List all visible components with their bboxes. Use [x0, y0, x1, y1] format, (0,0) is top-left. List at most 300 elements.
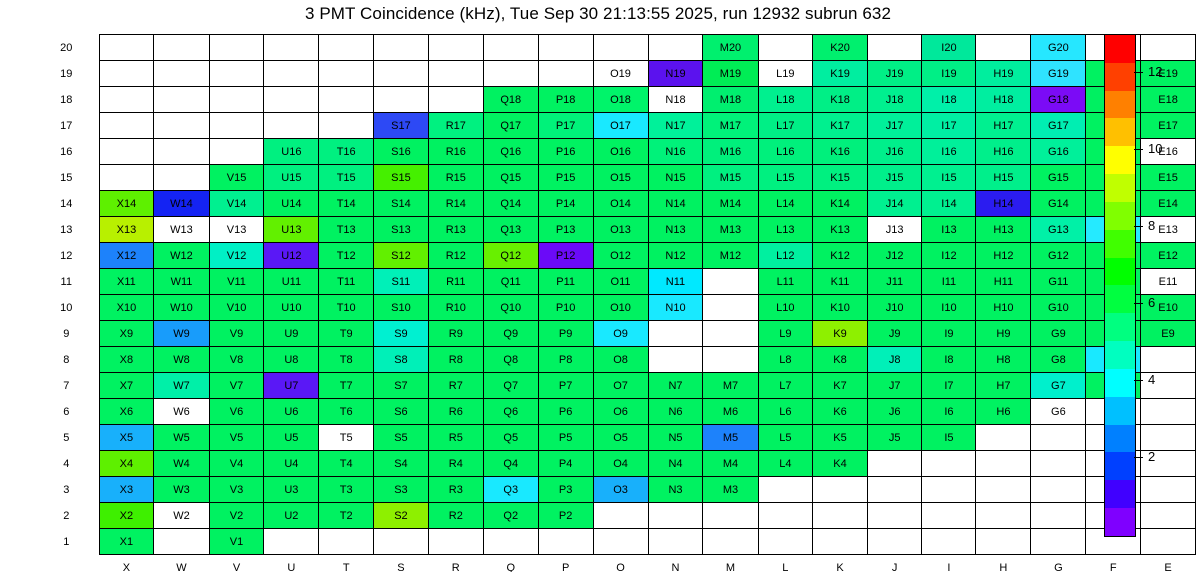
heatmap-cell[interactable]: N18	[648, 87, 703, 113]
heatmap-cell[interactable]: R8	[428, 347, 483, 373]
heatmap-cell[interactable]: S5	[374, 425, 429, 451]
heatmap-cell[interactable]: O11	[593, 269, 648, 295]
heatmap-cell[interactable]: K13	[813, 217, 868, 243]
heatmap-cell[interactable]: E13	[1141, 217, 1196, 243]
heatmap-cell[interactable]: L14	[758, 191, 813, 217]
heatmap-cell[interactable]: I20	[922, 35, 976, 61]
heatmap-cell[interactable]: M4	[703, 451, 758, 477]
heatmap-cell[interactable]: Q10	[483, 295, 538, 321]
heatmap-cell[interactable]: N3	[648, 477, 703, 503]
heatmap-cell[interactable]: J10	[867, 295, 921, 321]
heatmap-cell[interactable]: I7	[922, 373, 976, 399]
heatmap-cell[interactable]: U8	[264, 347, 319, 373]
heatmap-cell[interactable]: L12	[758, 243, 813, 269]
heatmap-cell[interactable]: H12	[976, 243, 1031, 269]
heatmap-cell[interactable]: O16	[593, 139, 648, 165]
heatmap-cell[interactable]: T8	[319, 347, 374, 373]
heatmap-cell[interactable]: M20	[703, 35, 758, 61]
heatmap-cell[interactable]: H7	[976, 373, 1031, 399]
heatmap-cell[interactable]: W10	[154, 295, 209, 321]
heatmap-cell[interactable]: P4	[538, 451, 593, 477]
heatmap-cell[interactable]: L17	[758, 113, 813, 139]
heatmap-cell[interactable]: O13	[593, 217, 648, 243]
heatmap-cell[interactable]: T16	[319, 139, 374, 165]
heatmap-cell[interactable]: R6	[428, 399, 483, 425]
heatmap-cell[interactable]: H16	[976, 139, 1031, 165]
heatmap-cell[interactable]: Q9	[483, 321, 538, 347]
heatmap-cell[interactable]: N13	[648, 217, 703, 243]
heatmap-cell[interactable]: U14	[264, 191, 319, 217]
heatmap-cell[interactable]: U5	[264, 425, 319, 451]
heatmap-cell[interactable]: L18	[758, 87, 813, 113]
heatmap-cell[interactable]: X11	[99, 269, 154, 295]
heatmap-cell[interactable]: J9	[867, 321, 921, 347]
heatmap-cell[interactable]: X4	[99, 451, 154, 477]
heatmap-cell[interactable]: K7	[813, 373, 868, 399]
heatmap-cell[interactable]: G15	[1031, 165, 1086, 191]
heatmap-cell[interactable]: X9	[99, 321, 154, 347]
heatmap-cell[interactable]: O4	[593, 451, 648, 477]
heatmap-cell[interactable]: K11	[813, 269, 868, 295]
heatmap-cell[interactable]: M6	[703, 399, 758, 425]
heatmap-cell[interactable]: V4	[209, 451, 264, 477]
heatmap-cell[interactable]: Q15	[483, 165, 538, 191]
heatmap-cell[interactable]: W11	[154, 269, 209, 295]
heatmap-cell[interactable]: R2	[428, 503, 483, 529]
heatmap-cell[interactable]: W9	[154, 321, 209, 347]
heatmap-cell[interactable]: K9	[813, 321, 868, 347]
heatmap-cell[interactable]: H19	[976, 61, 1031, 87]
heatmap-cell[interactable]: I14	[922, 191, 976, 217]
heatmap-cell[interactable]: H18	[976, 87, 1031, 113]
heatmap-cell[interactable]: L16	[758, 139, 813, 165]
heatmap-cell[interactable]: P2	[538, 503, 593, 529]
heatmap-cell[interactable]: H9	[976, 321, 1031, 347]
heatmap-cell[interactable]: H6	[976, 399, 1031, 425]
heatmap-cell[interactable]: M14	[703, 191, 758, 217]
heatmap-cell[interactable]: R9	[428, 321, 483, 347]
heatmap-cell[interactable]: N5	[648, 425, 703, 451]
heatmap-cell[interactable]: S8	[374, 347, 429, 373]
heatmap-cell[interactable]: E19	[1141, 61, 1196, 87]
heatmap-cell[interactable]: L11	[758, 269, 813, 295]
heatmap-cell[interactable]: P14	[538, 191, 593, 217]
heatmap-row	[40, 347, 1196, 373]
heatmap-cell[interactable]: U3	[264, 477, 319, 503]
heatmap-cell[interactable]: T13	[319, 217, 374, 243]
heatmap-cell[interactable]: G17	[1031, 113, 1086, 139]
heatmap-cell[interactable]: Q18	[483, 87, 538, 113]
heatmap-cell[interactable]: W5	[154, 425, 209, 451]
heatmap-cell[interactable]: R11	[428, 269, 483, 295]
heatmap-cell[interactable]: U4	[264, 451, 319, 477]
heatmap-cell[interactable]: L10	[758, 295, 813, 321]
heatmap-cell[interactable]: K4	[813, 451, 868, 477]
heatmap-cell[interactable]: R3	[428, 477, 483, 503]
heatmap-cell[interactable]: Q8	[483, 347, 538, 373]
heatmap-cell[interactable]: I15	[922, 165, 976, 191]
heatmap-cell[interactable]: R14	[428, 191, 483, 217]
heatmap-cell[interactable]: I16	[922, 139, 976, 165]
heatmap-cell[interactable]: Q17	[483, 113, 538, 139]
heatmap-cell[interactable]: G8	[1031, 347, 1086, 373]
heatmap-cell[interactable]: M7	[703, 373, 758, 399]
heatmap-cell[interactable]: Q12	[483, 243, 538, 269]
heatmap-cell[interactable]: S3	[374, 477, 429, 503]
heatmap-cell-empty	[758, 35, 813, 61]
heatmap-cell[interactable]: K17	[813, 113, 868, 139]
heatmap-cell[interactable]: P13	[538, 217, 593, 243]
heatmap-cell[interactable]: R5	[428, 425, 483, 451]
heatmap-cell[interactable]: Q6	[483, 399, 538, 425]
heatmap-cell[interactable]: K16	[813, 139, 868, 165]
heatmap-cell[interactable]: S11	[374, 269, 429, 295]
heatmap-cell[interactable]: V5	[209, 425, 264, 451]
heatmap-cell[interactable]: X2	[99, 503, 154, 529]
heatmap-cell[interactable]: N6	[648, 399, 703, 425]
heatmap-cell[interactable]: R17	[428, 113, 483, 139]
heatmap-cell[interactable]: R15	[428, 165, 483, 191]
heatmap-cell[interactable]: S10	[374, 295, 429, 321]
heatmap-cell[interactable]: S17	[374, 113, 429, 139]
heatmap-cell[interactable]: V2	[209, 503, 264, 529]
heatmap-cell[interactable]: I19	[922, 61, 976, 87]
heatmap-cell[interactable]: T5	[319, 425, 374, 451]
heatmap-cell[interactable]: P3	[538, 477, 593, 503]
heatmap-cell[interactable]: U9	[264, 321, 319, 347]
heatmap-cell[interactable]: U12	[264, 243, 319, 269]
heatmap-cell[interactable]: K8	[813, 347, 868, 373]
heatmap-cell[interactable]: J16	[867, 139, 921, 165]
heatmap-cell[interactable]: U16	[264, 139, 319, 165]
heatmap-cell[interactable]: L9	[758, 321, 813, 347]
heatmap-cell[interactable]: V9	[209, 321, 264, 347]
heatmap-cell[interactable]: P5	[538, 425, 593, 451]
heatmap-cell[interactable]: O6	[593, 399, 648, 425]
heatmap-cell[interactable]: L15	[758, 165, 813, 191]
heatmap-cell[interactable]: I18	[922, 87, 976, 113]
heatmap-cell[interactable]: Q16	[483, 139, 538, 165]
heatmap-cell[interactable]: M12	[703, 243, 758, 269]
heatmap-cell[interactable]: K6	[813, 399, 868, 425]
heatmap-cell[interactable]: X5	[99, 425, 154, 451]
heatmap-cell[interactable]: Q2	[483, 503, 538, 529]
heatmap-cell[interactable]: K10	[813, 295, 868, 321]
heatmap-cell[interactable]: J14	[867, 191, 921, 217]
heatmap-cell[interactable]: O15	[593, 165, 648, 191]
heatmap-cell[interactable]: X1	[99, 529, 154, 555]
colorbar-segment	[1105, 452, 1135, 480]
heatmap-cell[interactable]: L7	[758, 373, 813, 399]
heatmap-cell[interactable]: Q13	[483, 217, 538, 243]
heatmap-cell[interactable]: S6	[374, 399, 429, 425]
heatmap-cell[interactable]: X8	[99, 347, 154, 373]
heatmap-cell[interactable]: N10	[648, 295, 703, 321]
heatmap-cell[interactable]: P6	[538, 399, 593, 425]
heatmap-cell[interactable]: T14	[319, 191, 374, 217]
heatmap-cell[interactable]: L19	[758, 61, 813, 87]
heatmap-cell[interactable]: R4	[428, 451, 483, 477]
heatmap-cell[interactable]: N14	[648, 191, 703, 217]
heatmap-cell[interactable]: O7	[593, 373, 648, 399]
heatmap-cell[interactable]: N15	[648, 165, 703, 191]
heatmap-cell[interactable]: V11	[209, 269, 264, 295]
heatmap-cell[interactable]: I9	[922, 321, 976, 347]
heatmap-cell[interactable]: S9	[374, 321, 429, 347]
heatmap-cell[interactable]: M19	[703, 61, 758, 87]
heatmap-cell[interactable]: G13	[1031, 217, 1086, 243]
heatmap-cell[interactable]: L8	[758, 347, 813, 373]
heatmap-cell[interactable]: O9	[593, 321, 648, 347]
heatmap-cell[interactable]: O19	[593, 61, 648, 87]
heatmap-cell[interactable]: H11	[976, 269, 1031, 295]
heatmap-cell[interactable]: G18	[1031, 87, 1086, 113]
heatmap-cell[interactable]: O17	[593, 113, 648, 139]
heatmap-cell[interactable]: I8	[922, 347, 976, 373]
heatmap-cell[interactable]: L13	[758, 217, 813, 243]
heatmap-cell[interactable]: T7	[319, 373, 374, 399]
heatmap-cell[interactable]: P18	[538, 87, 593, 113]
heatmap-cell[interactable]: O8	[593, 347, 648, 373]
heatmap-cell[interactable]: K18	[813, 87, 868, 113]
heatmap-cell[interactable]: J5	[867, 425, 921, 451]
heatmap-cell[interactable]: W12	[154, 243, 209, 269]
heatmap-cell[interactable]: T12	[319, 243, 374, 269]
heatmap-cell[interactable]: V6	[209, 399, 264, 425]
heatmap-cell[interactable]: U7	[264, 373, 319, 399]
heatmap-cell[interactable]: X7	[99, 373, 154, 399]
heatmap-cell[interactable]: J19	[867, 61, 921, 87]
heatmap-cell[interactable]: P8	[538, 347, 593, 373]
heatmap-cell[interactable]: T10	[319, 295, 374, 321]
heatmap-cell[interactable]: J8	[867, 347, 921, 373]
heatmap-cell-empty	[648, 347, 703, 373]
heatmap-cell[interactable]: Q5	[483, 425, 538, 451]
heatmap-cell[interactable]: O12	[593, 243, 648, 269]
heatmap-cell[interactable]: V14	[209, 191, 264, 217]
heatmap-cell[interactable]: T11	[319, 269, 374, 295]
heatmap-cell[interactable]: E15	[1141, 165, 1196, 191]
heatmap-cell[interactable]: S15	[374, 165, 429, 191]
heatmap-cell[interactable]: V7	[209, 373, 264, 399]
heatmap-cell[interactable]: J13	[867, 217, 921, 243]
heatmap-cell[interactable]: X14	[99, 191, 154, 217]
heatmap-cell[interactable]: V3	[209, 477, 264, 503]
heatmap-cell[interactable]: Q14	[483, 191, 538, 217]
heatmap-cell[interactable]: I5	[922, 425, 976, 451]
heatmap-cell[interactable]: I6	[922, 399, 976, 425]
heatmap-cell[interactable]: X3	[99, 477, 154, 503]
heatmap-cell[interactable]: W3	[154, 477, 209, 503]
heatmap-cell[interactable]: O14	[593, 191, 648, 217]
heatmap-cell[interactable]: M13	[703, 217, 758, 243]
heatmap-cell[interactable]: N11	[648, 269, 703, 295]
heatmap-cell[interactable]: R12	[428, 243, 483, 269]
heatmap-cell[interactable]: M3	[703, 477, 758, 503]
heatmap-cell[interactable]: G16	[1031, 139, 1086, 165]
heatmap-cell[interactable]: P16	[538, 139, 593, 165]
heatmap-cell[interactable]: Q4	[483, 451, 538, 477]
heatmap-cell[interactable]: E12	[1141, 243, 1196, 269]
heatmap-cell[interactable]: J11	[867, 269, 921, 295]
heatmap-cell[interactable]: J18	[867, 87, 921, 113]
heatmap-cell[interactable]: L5	[758, 425, 813, 451]
heatmap-cell[interactable]: G9	[1031, 321, 1086, 347]
heatmap-cell[interactable]: P7	[538, 373, 593, 399]
heatmap-cell[interactable]: O10	[593, 295, 648, 321]
heatmap-cell[interactable]: J12	[867, 243, 921, 269]
heatmap-cell[interactable]: O18	[593, 87, 648, 113]
heatmap-cell[interactable]: G7	[1031, 373, 1086, 399]
heatmap-cell[interactable]: N7	[648, 373, 703, 399]
heatmap-cell-empty	[319, 113, 374, 139]
row-label: 9	[63, 327, 70, 340]
heatmap-cell[interactable]: I11	[922, 269, 976, 295]
heatmap-cell[interactable]: N4	[648, 451, 703, 477]
heatmap-cell[interactable]: G10	[1031, 295, 1086, 321]
heatmap-cell[interactable]: S13	[374, 217, 429, 243]
corner-spacer	[40, 555, 99, 572]
colorbar-segment	[1105, 397, 1135, 425]
heatmap-cell[interactable]: X10	[99, 295, 154, 321]
heatmap-cell[interactable]: Q11	[483, 269, 538, 295]
heatmap-cell[interactable]: T3	[319, 477, 374, 503]
heatmap-cell[interactable]: P17	[538, 113, 593, 139]
heatmap-cell[interactable]: E16	[1141, 139, 1196, 165]
heatmap-cell[interactable]: G14	[1031, 191, 1086, 217]
heatmap-cell[interactable]: I17	[922, 113, 976, 139]
heatmap-cell[interactable]: W2	[154, 503, 209, 529]
heatmap-cell[interactable]: R10	[428, 295, 483, 321]
heatmap-cell[interactable]: U6	[264, 399, 319, 425]
heatmap-cell[interactable]: G12	[1031, 243, 1086, 269]
heatmap-cell[interactable]: E10	[1141, 295, 1196, 321]
heatmap-cell[interactable]: K20	[813, 35, 868, 61]
heatmap-cell[interactable]: P15	[538, 165, 593, 191]
heatmap-cell[interactable]: G20	[1031, 35, 1086, 61]
heatmap-cell[interactable]: K19	[813, 61, 868, 87]
heatmap-cell[interactable]: E14	[1141, 191, 1196, 217]
heatmap-cell[interactable]: I13	[922, 217, 976, 243]
heatmap-cell[interactable]: V10	[209, 295, 264, 321]
heatmap-cell[interactable]: S2	[374, 503, 429, 529]
heatmap-cell[interactable]: I12	[922, 243, 976, 269]
heatmap-cell[interactable]: O5	[593, 425, 648, 451]
heatmap-cell[interactable]: W14	[154, 191, 209, 217]
heatmap-cell[interactable]: R13	[428, 217, 483, 243]
row-label: 12	[60, 249, 73, 262]
heatmap-cell[interactable]: E17	[1141, 113, 1196, 139]
heatmap-cell[interactable]: M18	[703, 87, 758, 113]
heatmap-cell[interactable]: H13	[976, 217, 1031, 243]
heatmap-cell[interactable]: T4	[319, 451, 374, 477]
column-label: I	[947, 561, 951, 572]
heatmap-cell[interactable]: P9	[538, 321, 593, 347]
heatmap-cell[interactable]: U10	[264, 295, 319, 321]
heatmap-cell[interactable]: W4	[154, 451, 209, 477]
heatmap-cell[interactable]: W13	[154, 217, 209, 243]
heatmap-cell[interactable]: N16	[648, 139, 703, 165]
heatmap-cell[interactable]: E9	[1141, 321, 1196, 347]
heatmap-cell[interactable]: P11	[538, 269, 593, 295]
heatmap-cell[interactable]: E11	[1141, 269, 1196, 295]
heatmap-cell[interactable]: T9	[319, 321, 374, 347]
heatmap-cell[interactable]: V13	[209, 217, 264, 243]
heatmap-cell[interactable]: Q7	[483, 373, 538, 399]
heatmap-cell-empty	[374, 61, 429, 87]
heatmap-cell[interactable]: M5	[703, 425, 758, 451]
heatmap-cell[interactable]: P12	[538, 243, 593, 269]
heatmap-cell[interactable]: X13	[99, 217, 154, 243]
heatmap-cell[interactable]: W8	[154, 347, 209, 373]
heatmap-cell[interactable]: N19	[648, 61, 703, 87]
heatmap-cell[interactable]: M17	[703, 113, 758, 139]
heatmap-cell[interactable]: V15	[209, 165, 264, 191]
heatmap-cell[interactable]: N12	[648, 243, 703, 269]
heatmap-cell[interactable]: T2	[319, 503, 374, 529]
heatmap-cell[interactable]: L6	[758, 399, 813, 425]
heatmap-cell[interactable]: M15	[703, 165, 758, 191]
heatmap-cell[interactable]: O3	[593, 477, 648, 503]
heatmap-cell[interactable]: K12	[813, 243, 868, 269]
heatmap-cell[interactable]: H17	[976, 113, 1031, 139]
heatmap-cell[interactable]: U2	[264, 503, 319, 529]
heatmap-cell[interactable]: T6	[319, 399, 374, 425]
heatmap-cell[interactable]: R7	[428, 373, 483, 399]
heatmap-cell[interactable]: V12	[209, 243, 264, 269]
heatmap-cell[interactable]: S16	[374, 139, 429, 165]
heatmap-cell[interactable]: S12	[374, 243, 429, 269]
heatmap-cell[interactable]: M16	[703, 139, 758, 165]
heatmap-cell[interactable]: J17	[867, 113, 921, 139]
heatmap-cell[interactable]: V1	[209, 529, 264, 555]
heatmap-cell[interactable]: H15	[976, 165, 1031, 191]
heatmap-cell[interactable]: U15	[264, 165, 319, 191]
heatmap-cell[interactable]: H8	[976, 347, 1031, 373]
heatmap-cell[interactable]: J6	[867, 399, 921, 425]
heatmap-cell[interactable]: G11	[1031, 269, 1086, 295]
heatmap-cell[interactable]: E18	[1141, 87, 1196, 113]
heatmap-cell[interactable]: H14	[976, 191, 1031, 217]
heatmap-cell[interactable]: T15	[319, 165, 374, 191]
heatmap-cell[interactable]: K14	[813, 191, 868, 217]
heatmap-cell[interactable]: U13	[264, 217, 319, 243]
heatmap-cell[interactable]: R16	[428, 139, 483, 165]
heatmap-cell[interactable]: P10	[538, 295, 593, 321]
heatmap-cell[interactable]: W6	[154, 399, 209, 425]
heatmap-cell[interactable]: S14	[374, 191, 429, 217]
heatmap-cell[interactable]: G6	[1031, 399, 1086, 425]
heatmap-cell[interactable]: W7	[154, 373, 209, 399]
heatmap-row	[40, 243, 1196, 269]
heatmap-cell[interactable]: X6	[99, 399, 154, 425]
heatmap-cell[interactable]: S7	[374, 373, 429, 399]
heatmap-cell[interactable]: K5	[813, 425, 868, 451]
heatmap-cell[interactable]: G19	[1031, 61, 1086, 87]
heatmap-cell[interactable]: L4	[758, 451, 813, 477]
heatmap-cell[interactable]: S4	[374, 451, 429, 477]
heatmap-cell[interactable]: V8	[209, 347, 264, 373]
heatmap-cell[interactable]: N17	[648, 113, 703, 139]
heatmap-cell[interactable]: I10	[922, 295, 976, 321]
heatmap-cell[interactable]: Q3	[483, 477, 538, 503]
heatmap-cell[interactable]: U11	[264, 269, 319, 295]
heatmap-cell[interactable]: H10	[976, 295, 1031, 321]
heatmap-cell[interactable]: K15	[813, 165, 868, 191]
heatmap-cell[interactable]: X12	[99, 243, 154, 269]
heatmap-cell[interactable]: J15	[867, 165, 921, 191]
heatmap-cell[interactable]: J7	[867, 373, 921, 399]
